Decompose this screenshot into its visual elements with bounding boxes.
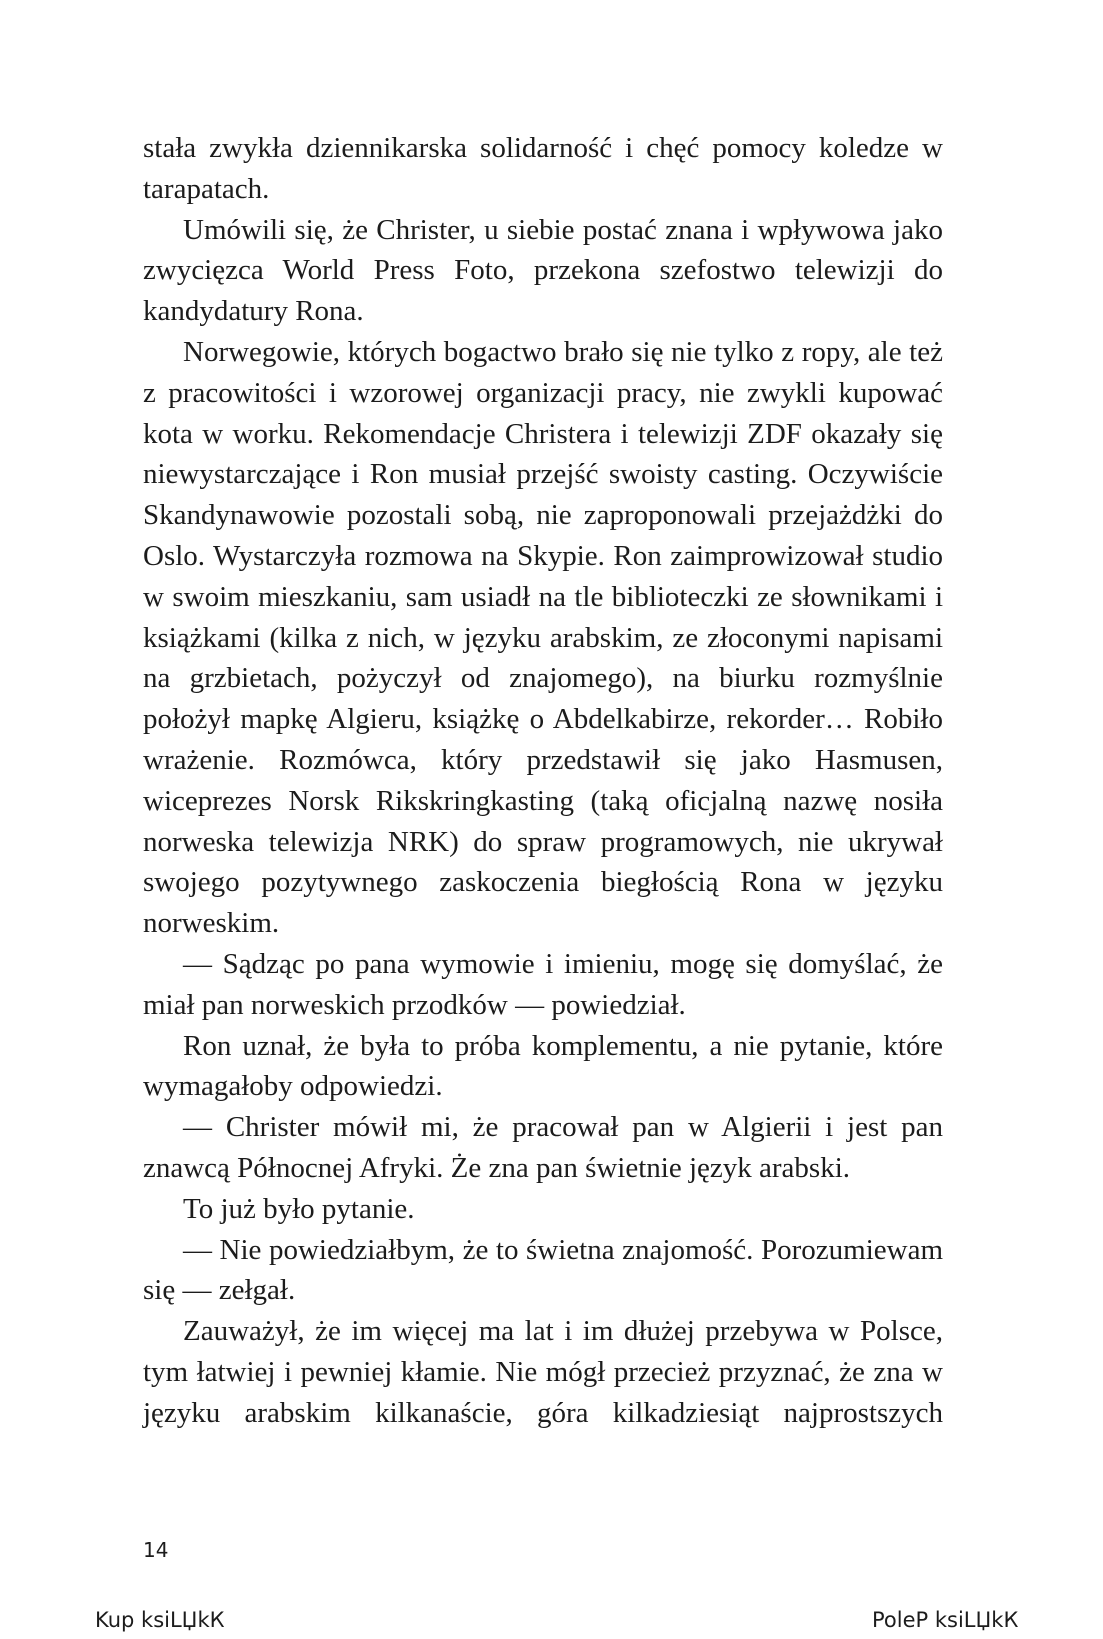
paragraph: Umówili się, że Christer, u siebie postać znana i wpływowa jako zwycięzca World Press Foto, przekona szefostwo telewizji do kandydatury Rona.: [143, 213, 943, 328]
paragraph: — Sądząc po pana wymowie i imieniu, mogę się domyślać, że miał pan norweskich przodków — powiedział.: [143, 947, 943, 1021]
paragraph: — Nie powiedziałbym, że to świetna znajomość. Porozumiewam się — zełgał.: [143, 1233, 943, 1307]
recommend-book-link[interactable]: PoleР ksiLЏkК: [872, 1608, 1019, 1632]
paragraph: — Christer mówił mi, że pracował pan w Algierii i jest pan znawcą Północnej Afryki. Że zna pan świetnie język arabski.: [143, 1111, 943, 1184]
paragraph: To już było pytanie.: [183, 1192, 415, 1225]
paragraph: Norwegowie, których bogactwo brało się nie tylko z ropy, ale też z pracowitości i wzorowej organizacji pracy, nie zwykli kupować kota w worku. Rekomendacje Christera i telewizji ZDF okazały się niewystarczające i Ron musiał przejść swoisty casting. Oczywiście Skandynawowie pozostali sobą, nie zaproponowali przejażdżki do Oslo. Wystarczyła rozmowa na Skypie. Ron zaimprowizował studio w swoim mieszkaniu, sam usiadł na tle biblioteczki ze słownikami i książkami (kilka z nich, w języku arabskim, ze złoconymi napisami na grzbietach, pożyczył od znajomego), na biurku rozmyślnie położył mapkę Algieru, książkę o Abdelkabirze, rekorder… Robiło wrażenie. Rozmówca, który przedstawił się jako Hasmusen, wiceprezes Norsk Rikskringkasting (taką oficjalną nazwę nosiła norweska telewizja NRK) do spraw programowych, nie ukrywał swojego pozytywnego zaskoczenia biegłością Rona w języku norweskim.: [143, 335, 943, 940]
paragraph: Zauważył, że im więcej ma lat i im dłużej przebywa w Polsce, tym łatwiej i pewniej kłamie. Nie mógł przecież przyznać, że zna w języku arabskim kilkanaście, góra kilkadziesiąt najprostszych: [143, 1315, 943, 1429]
paragraph: Ron uznał, że była to próba komplementu, a nie pytanie, które wymagałoby odpowiedzi.: [143, 1029, 943, 1103]
page-number: 14: [143, 1538, 169, 1562]
buy-book-link[interactable]: Kup ksiLЏkК: [95, 1608, 225, 1632]
body-text: [143, 128, 943, 1434]
paragraph: stała zwykła dziennikarska solidarność i chęć pomocy koledze w tarapatach.: [143, 132, 943, 205]
